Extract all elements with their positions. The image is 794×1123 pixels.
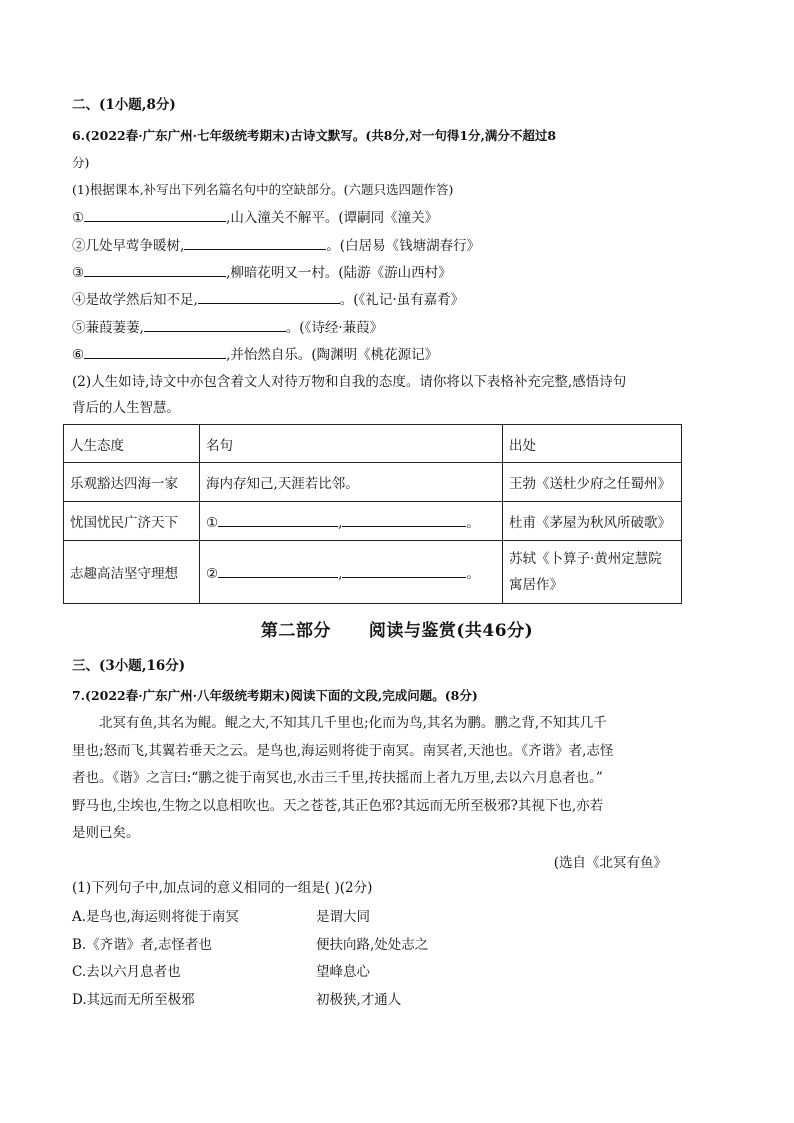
- fill-item-2: ②几处早莺争暖树, 。(白居易《钱塘湖春行》: [72, 235, 480, 256]
- passage-line: 里也;怒而飞,其翼若垂天之云。是鸟也,海运则将徙于南冥。南冥者,天池也。《齐谐》者,志怪: [72, 742, 614, 759]
- answer-blank[interactable]: [198, 289, 340, 304]
- passage-line: 者也。《谐》之言曰:“鹏之徙于南冥也,水击三千里,抟扶摇而上者九万里,去以六月息者也。”: [72, 770, 603, 786]
- table-header-cell: 名句: [200, 425, 503, 463]
- answer-blank[interactable]: [218, 512, 338, 527]
- passage-line: 北冥有鱼,其名为鲲。鲲之大,不知其几千里也;化而为鸟,其名为鹏。鹏之背,不知其几千: [99, 715, 607, 731]
- fill-item-5: ⑤蒹葭萋萋, 。(《诗经·蒹葭》: [72, 317, 383, 338]
- option-c-left[interactable]: C.去以六月息者也: [72, 964, 181, 980]
- passage-line: 野马也,尘埃也,生物之以息相吹也。天之苍苍,其正色邪?其远而无所至极邪?其视下也,亦若: [72, 797, 604, 814]
- subquestion-1: (1)下列句子中,加点词的意义相同的一组是( )(2分): [72, 880, 373, 896]
- subquestion-1-intro: (1)根据课本,补写出下列名篇名句中的空缺部分。(六题只选四题作答): [72, 182, 454, 197]
- option-b-right: 便扶向路,处处志之: [316, 937, 429, 953]
- table-header-cell: 出处: [503, 425, 682, 463]
- table-row: [64, 502, 682, 541]
- option-a-right: 是谓大同: [316, 909, 370, 925]
- table-cell-quote: ② , 。: [200, 541, 503, 604]
- option-b-left[interactable]: B.《齐谐》者,志怪者也: [72, 937, 213, 953]
- answer-blank[interactable]: [84, 262, 226, 277]
- table-cell-attitude: 乐观豁达四海一家: [64, 463, 200, 502]
- subquestion-2-intro: (2)人生如诗,诗文中亦包含着文人对待万物和自我的态度。请你将以下表格补充完整,感悟诗句: [72, 374, 627, 390]
- table-cell-quote: 海内存知己,天涯若比邻。: [200, 463, 503, 502]
- table-cell-source: 杜甫《茅屋为秋风所破歌》: [503, 502, 682, 541]
- fill-item-6: ⑥ ,并怡然自乐。(陶渊明《桃花源记》: [72, 344, 438, 365]
- passage-source: (选自《北冥有鱼》: [553, 855, 667, 871]
- option-d-left[interactable]: D.其远而无所至极邪: [72, 992, 195, 1008]
- fill-item-1: ① ,山入潼关不解平。(谭嗣同《潼关》: [72, 207, 438, 228]
- section-heading-3: 三、(3小题,16分): [72, 658, 186, 674]
- section-heading-2: 二、(1小题,8分): [72, 97, 176, 113]
- table-cell-attitude: 志趣高洁坚守理想: [64, 541, 200, 604]
- reading-passage: [72, 710, 682, 848]
- life-attitude-table: [63, 424, 682, 604]
- option-a-left[interactable]: A.是鸟也,海运则将徙于南冥: [72, 909, 239, 925]
- table-cell-quote: ① , 。: [200, 502, 503, 541]
- table-row: [64, 541, 682, 604]
- answer-blank[interactable]: [342, 512, 466, 527]
- table-cell-source: 苏轼《卜算子·黄州定慧院 寓居作》: [503, 541, 682, 604]
- answer-blank[interactable]: [218, 563, 338, 578]
- option-d-right: 初极狭,才通人: [316, 992, 402, 1008]
- option-c-right: 望峰息心: [316, 964, 370, 980]
- answer-blank[interactable]: [144, 317, 286, 332]
- passage-line: 是则已矣。: [72, 825, 140, 841]
- table-header-row: [64, 425, 682, 463]
- question-6-title-cont: 分): [72, 155, 90, 170]
- fill-item-4: ④是故学然后知不足, 。(《礼记·虽有嘉肴》: [72, 289, 464, 310]
- answer-blank[interactable]: [84, 344, 226, 359]
- part-title: 第二部分 阅读与鉴赏(共46分): [260, 621, 534, 641]
- table-header-cell: 人生态度: [64, 425, 200, 463]
- fill-item-3: ③ ,柳暗花明又一村。(陆游《游山西村》: [72, 262, 452, 283]
- subquestion-2-intro-cont: 背后的人生智慧。: [72, 400, 180, 416]
- answer-blank[interactable]: [84, 207, 226, 222]
- question-7-title: 7.(2022春·广东广州·八年级统考期末)阅读下面的文段,完成问题。(8分): [72, 688, 478, 703]
- table-row: [64, 463, 682, 502]
- answer-blank[interactable]: [342, 563, 466, 578]
- question-6-title: 6.(2022春·广东广州·七年级统考期末)古诗文默写。(共8分,对一句得1分,满分不超过8: [72, 128, 557, 143]
- table-cell-attitude: 忧国忧民广济天下: [64, 502, 200, 541]
- answer-blank[interactable]: [184, 235, 326, 250]
- table-cell-source: 王勃《送杜少府之任蜀州》: [503, 463, 682, 502]
